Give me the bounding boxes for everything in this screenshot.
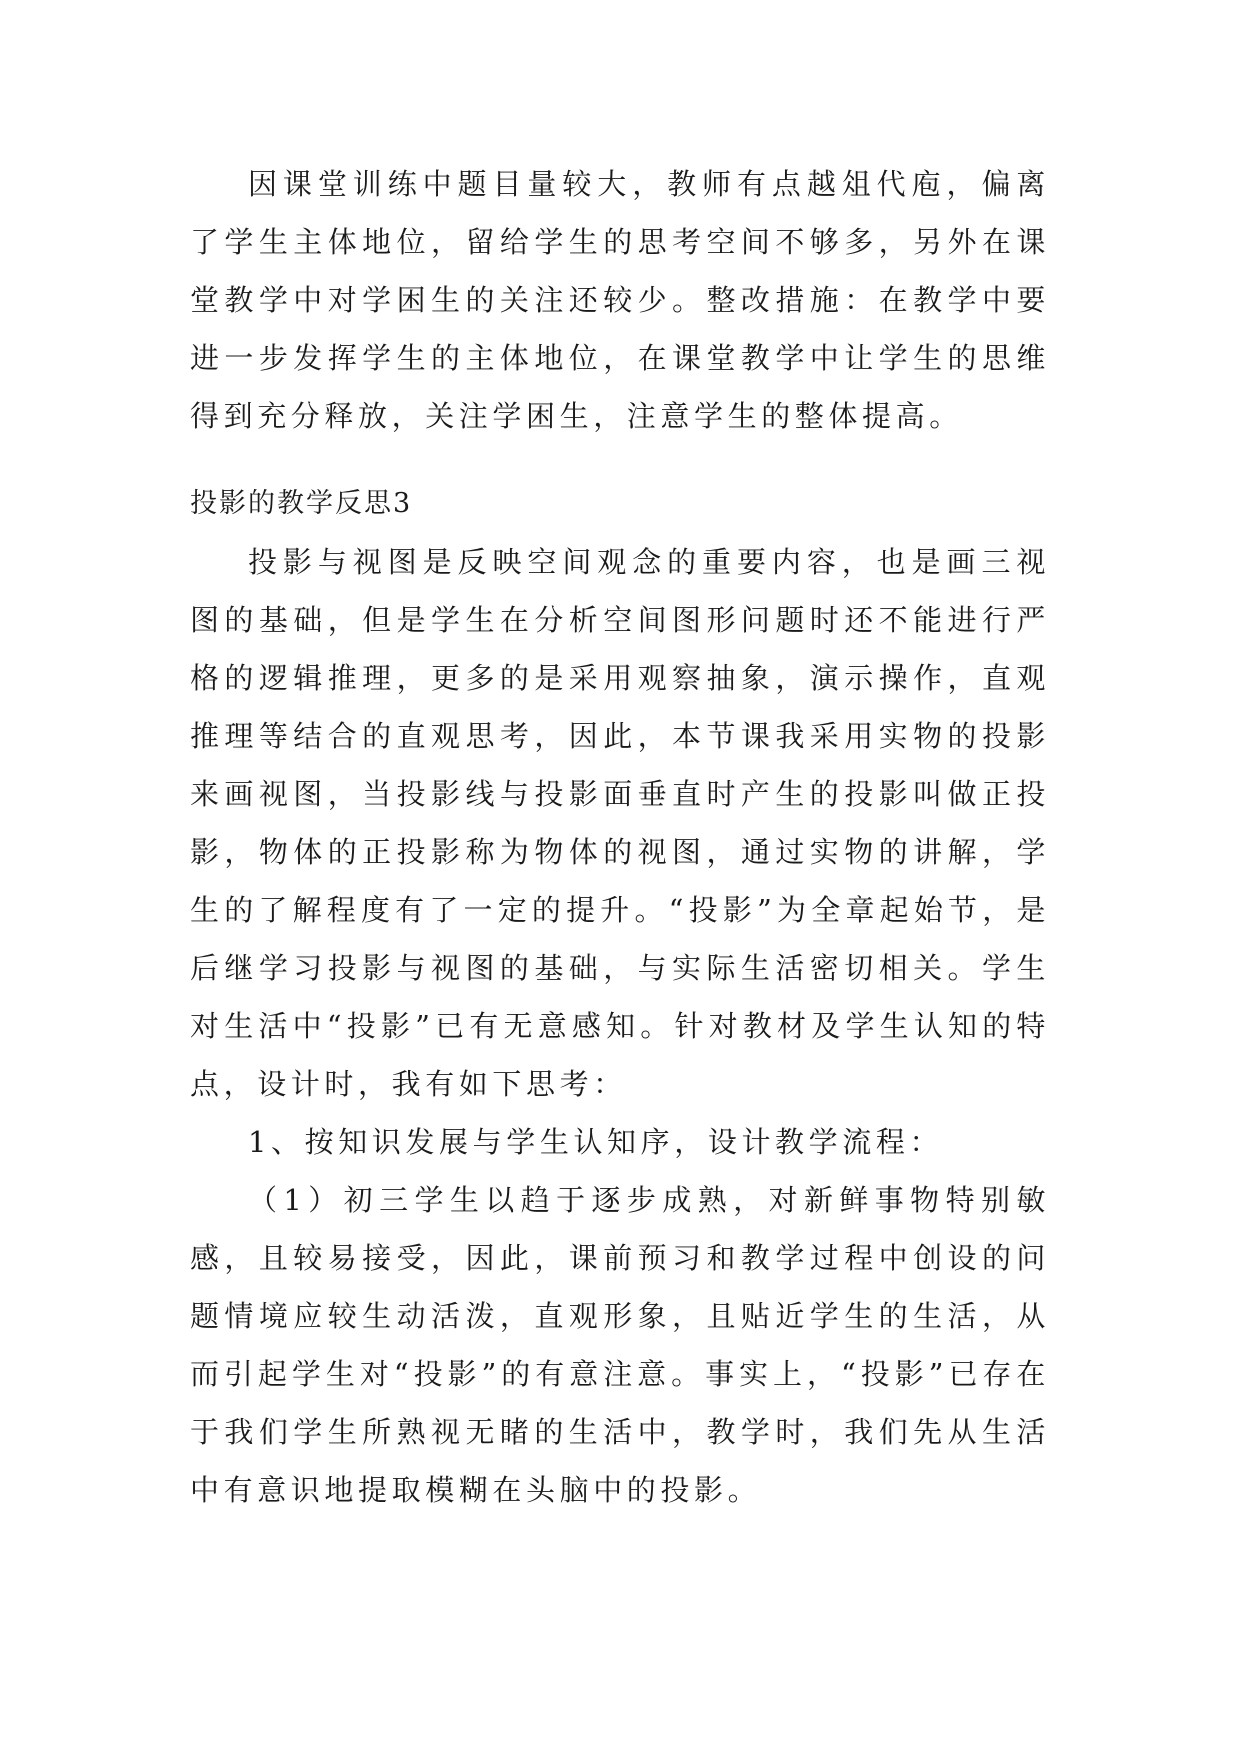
paragraph-sub-item-1: （1）初三学生以趋于逐步成熟，对新鲜事物特别敏感，且较易接受，因此，课前预习和教学过程中创设的问题情境应较生动活泼，直观形象，且贴近学生的生活，从而引起学生对“投影”的有意注意。事实上，“投影”已存在于我们学生所熟视无睹的生活中，教学时，我们先从生活中有意识地提取模糊在头脑中的投影。 — [190, 1183, 1050, 1507]
paragraph-projection-intro: 投影与视图是反映空间观念的重要内容，也是画三视图的基础，但是学生在分析空间图形问题时还不能进行严格的逻辑推理，更多的是采用观察抽象，演示操作，直观推理等结合的直观思考，因此，本节课我采用实物的投影来画视图，当投影线与投影面垂直时产生的投影叫做正投影，物体的正投影称为物体的视图，通过实物的讲解，学生的了解程度有了一定的提升。“投影”为全章起始节，是后继学习投影与视图的基础，与实际生活密切相关。学生对生活中“投影”已有无意感知。针对教材及学生认知的特点，设计时，我有如下思考： — [190, 545, 1050, 1101]
paragraph-list-item-1: 1、按知识发展与学生认知序，设计教学流程： — [248, 1125, 944, 1159]
document-page — [190, 155, 1050, 1519]
section-heading: 投影的教学反思3 — [190, 488, 413, 519]
paragraph-reflection-summary: 因课堂训练中题目量较大，教师有点越俎代庖，偏离了学生主体地位，留给学生的思考空间不够多，另外在课堂教学中对学困生的关注还较少。整改措施：在教学中要进一步发挥学生的主体地位，在课堂教学中让学生的思维得到充分释放，关注学困生，注意学生的整体提高。 — [190, 167, 1050, 433]
section-gap — [190, 445, 1050, 475]
